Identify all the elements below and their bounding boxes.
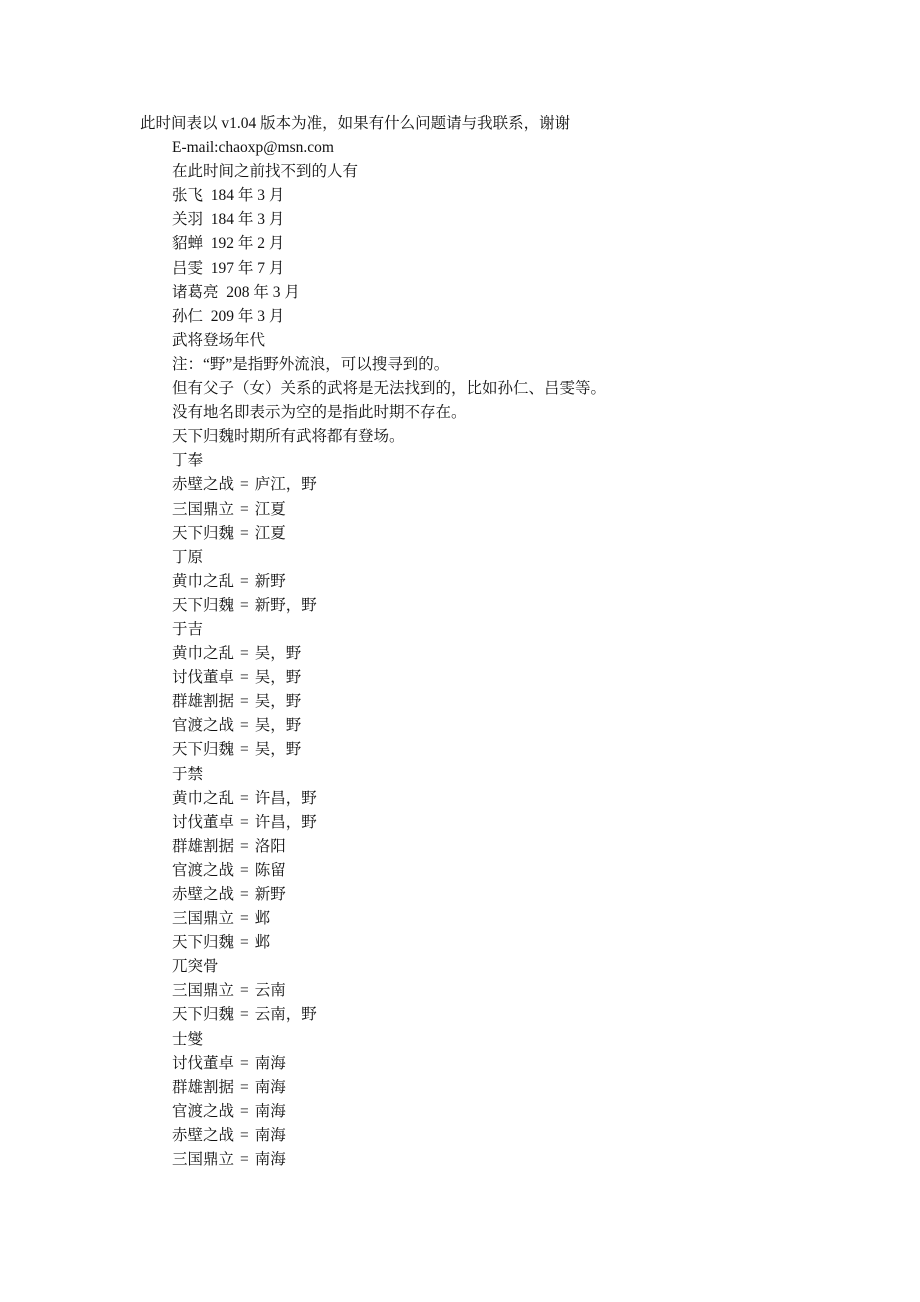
appear-date: 184 年 3 月 bbox=[210, 187, 285, 205]
era-entry bbox=[0, 1148, 920, 1172]
era-entry bbox=[0, 1052, 920, 1076]
document-page bbox=[0, 112, 920, 1172]
section-title: 武将登场年代 bbox=[172, 331, 266, 349]
era: 黄巾之乱 bbox=[172, 645, 235, 663]
notes bbox=[0, 353, 920, 449]
era: 三国鼎立 bbox=[172, 910, 235, 928]
appear-date: 197 年 7 月 bbox=[210, 259, 285, 277]
missing-item bbox=[0, 208, 920, 232]
era-entry bbox=[0, 594, 920, 618]
general-name: 兀突骨 bbox=[172, 958, 219, 976]
era-entry bbox=[0, 811, 920, 835]
missing-before-list bbox=[0, 184, 920, 329]
era: 天下归魏 bbox=[172, 524, 235, 542]
place: 江夏 bbox=[254, 500, 286, 518]
era: 群雄割据 bbox=[172, 693, 235, 711]
equals: = bbox=[240, 693, 249, 711]
general-name: 诸葛亮 bbox=[172, 283, 219, 301]
general-block bbox=[0, 449, 920, 545]
equals: = bbox=[240, 669, 249, 687]
place: 江夏 bbox=[254, 524, 286, 542]
general-name: 于吉 bbox=[172, 620, 204, 638]
equals: = bbox=[240, 861, 249, 879]
general-name: 吕雯 bbox=[172, 259, 204, 277]
general-block bbox=[0, 1028, 920, 1173]
missing-item bbox=[0, 305, 920, 329]
era: 赤壁之战 bbox=[172, 476, 235, 494]
place: 吴，野 bbox=[254, 693, 302, 711]
missing-item bbox=[0, 232, 920, 256]
era: 黄巾之乱 bbox=[172, 572, 235, 590]
place: 庐江，野 bbox=[254, 476, 317, 494]
place: 新野 bbox=[254, 886, 286, 903]
place: 许昌，野 bbox=[254, 813, 317, 831]
equals: = bbox=[240, 524, 249, 542]
place: 邺 bbox=[254, 910, 271, 928]
place: 洛阳 bbox=[254, 837, 286, 855]
place: 邺 bbox=[254, 934, 271, 952]
place: 南海 bbox=[254, 1054, 286, 1072]
place: 南海 bbox=[254, 1151, 286, 1169]
era-entry bbox=[0, 1124, 920, 1148]
place: 南海 bbox=[254, 1102, 286, 1120]
equals: = bbox=[240, 741, 249, 759]
era-entry bbox=[0, 1100, 920, 1124]
era: 天下归魏 bbox=[172, 741, 235, 759]
header-line: 此时间表以 v1.04 版本为准，如果有什么问题请与我联系，谢谢 bbox=[140, 115, 571, 132]
era: 天下归魏 bbox=[172, 934, 235, 952]
place: 吴，野 bbox=[254, 645, 302, 663]
place: 新野，野 bbox=[254, 596, 317, 614]
era-entry bbox=[0, 883, 920, 907]
era-entry bbox=[0, 738, 920, 762]
missing-item bbox=[0, 281, 920, 305]
general-name: 丁奉 bbox=[172, 452, 204, 470]
equals: = bbox=[240, 645, 249, 663]
era-entry bbox=[0, 907, 920, 931]
era: 天下归魏 bbox=[172, 596, 235, 614]
place: 许昌，野 bbox=[254, 789, 317, 807]
place: 吴，野 bbox=[254, 741, 302, 759]
missing-item bbox=[0, 184, 920, 208]
era: 群雄割据 bbox=[172, 1078, 235, 1096]
place: 云南，野 bbox=[254, 1006, 317, 1024]
note-line: 注：“野”是指野外流浪，可以搜寻到的。 bbox=[172, 355, 450, 373]
era: 官渡之战 bbox=[172, 861, 235, 879]
appear-date: 209 年 3 月 bbox=[210, 307, 285, 325]
equals: = bbox=[240, 789, 249, 807]
general-name: 于禁 bbox=[172, 765, 204, 783]
equals: = bbox=[240, 500, 249, 518]
place: 云南 bbox=[254, 982, 286, 1000]
email-line: E-mail:chaoxp@msn.com bbox=[172, 139, 334, 157]
era-entry bbox=[0, 666, 920, 690]
era: 黄巾之乱 bbox=[172, 789, 235, 807]
appear-date: 192 年 2 月 bbox=[210, 235, 285, 253]
era-entry bbox=[0, 690, 920, 714]
appear-date: 184 年 3 月 bbox=[210, 211, 285, 229]
era: 官渡之战 bbox=[172, 717, 235, 735]
equals: = bbox=[240, 982, 249, 1000]
era-entry bbox=[0, 787, 920, 811]
equals: = bbox=[240, 1078, 249, 1096]
place: 新野 bbox=[254, 572, 286, 590]
place: 吴，野 bbox=[254, 717, 302, 735]
equals: = bbox=[240, 476, 249, 494]
general-block bbox=[0, 955, 920, 1027]
equals: = bbox=[240, 886, 249, 903]
era-entry bbox=[0, 473, 920, 497]
era-entry bbox=[0, 931, 920, 955]
equals: = bbox=[240, 837, 249, 855]
era: 官渡之战 bbox=[172, 1102, 235, 1120]
era-entry bbox=[0, 642, 920, 666]
general-block bbox=[0, 618, 920, 763]
era-entry bbox=[0, 1003, 920, 1027]
equals: = bbox=[240, 1151, 249, 1169]
era-entry bbox=[0, 859, 920, 883]
equals: = bbox=[240, 572, 249, 590]
era-entry bbox=[0, 979, 920, 1003]
equals: = bbox=[240, 1006, 249, 1024]
era: 三国鼎立 bbox=[172, 982, 235, 1000]
era-entry bbox=[0, 522, 920, 546]
era-entry bbox=[0, 714, 920, 738]
era: 赤壁之战 bbox=[172, 886, 235, 903]
note-line: 天下归魏时期所有武将都有登场。 bbox=[172, 428, 405, 446]
place: 陈留 bbox=[254, 861, 286, 879]
equals: = bbox=[240, 596, 249, 614]
equals: = bbox=[240, 813, 249, 831]
era-entry bbox=[0, 570, 920, 594]
equals: = bbox=[240, 1102, 249, 1120]
missing-item bbox=[0, 257, 920, 281]
era: 天下归魏 bbox=[172, 1006, 235, 1024]
general-name: 孙仁 bbox=[172, 307, 204, 325]
place: 南海 bbox=[254, 1078, 286, 1096]
general-name: 关羽 bbox=[172, 211, 204, 229]
era-entry bbox=[0, 498, 920, 522]
appear-date: 208 年 3 月 bbox=[226, 283, 300, 301]
era: 讨伐董卓 bbox=[172, 813, 235, 831]
general-name: 士燮 bbox=[172, 1030, 204, 1048]
equals: = bbox=[240, 934, 249, 952]
equals: = bbox=[240, 1054, 249, 1072]
era: 三国鼎立 bbox=[172, 1151, 235, 1169]
place: 吴，野 bbox=[254, 669, 302, 687]
era: 三国鼎立 bbox=[172, 500, 235, 518]
era-entry bbox=[0, 1076, 920, 1100]
note-line: 但有父子（女）关系的武将是无法找到的，比如孙仁、吕雯等。 bbox=[172, 380, 607, 398]
general-name: 张飞 bbox=[172, 187, 204, 205]
general-name: 丁原 bbox=[172, 548, 204, 566]
missing-intro: 在此时间之前找不到的人有 bbox=[172, 163, 359, 181]
era: 讨伐董卓 bbox=[172, 1054, 235, 1072]
note-line: 没有地名即表示为空的是指此时期不存在。 bbox=[172, 404, 467, 422]
era-entry bbox=[0, 835, 920, 859]
era: 群雄割据 bbox=[172, 837, 235, 855]
era: 讨伐董卓 bbox=[172, 669, 235, 687]
place: 南海 bbox=[254, 1126, 286, 1144]
general-block bbox=[0, 763, 920, 956]
general-name: 貂蝉 bbox=[172, 235, 204, 253]
equals: = bbox=[240, 1126, 249, 1144]
equals: = bbox=[240, 717, 249, 735]
equals: = bbox=[240, 910, 249, 928]
general-block bbox=[0, 546, 920, 618]
era: 赤壁之战 bbox=[172, 1126, 235, 1144]
